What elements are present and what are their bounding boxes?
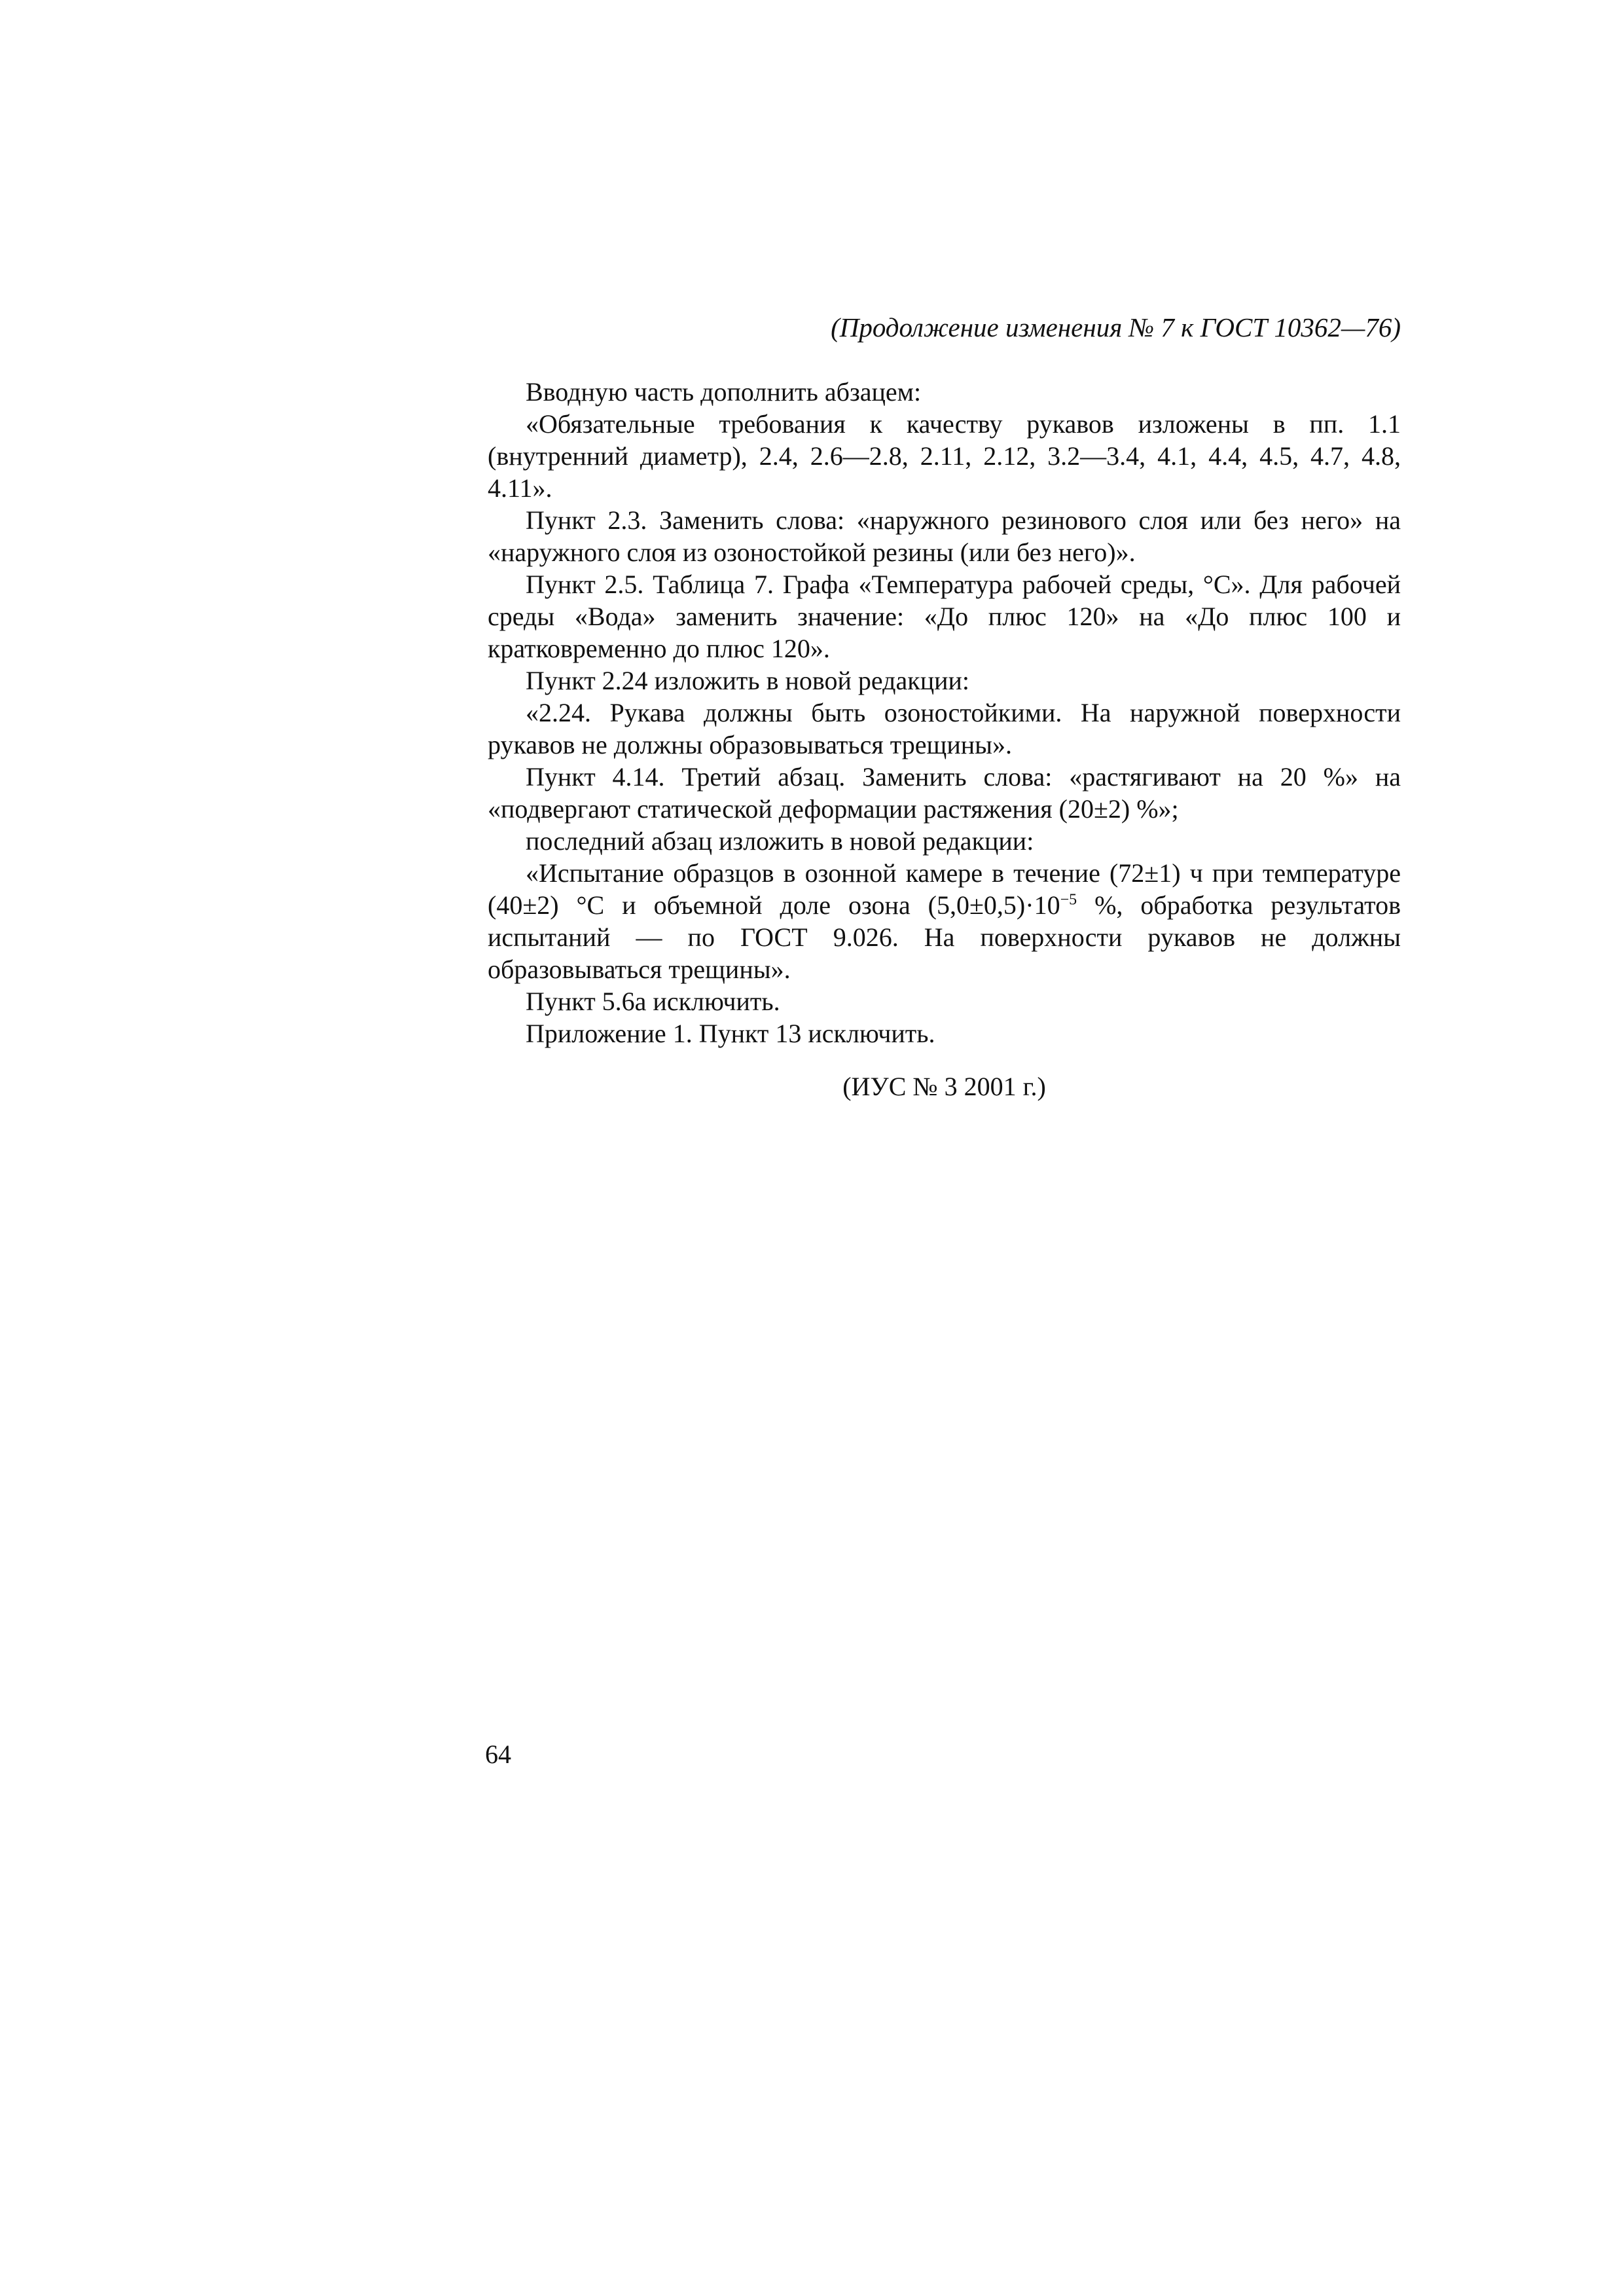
amendment-text: [488, 376, 1401, 1049]
paragraph-mandatory-requirements: «Обязательные требования к качеству рукавов изложены в пп. 1.1 (внутренний диаметр), 2.4, 2.6—2.8, 2.11, 2.12, 3.2—3.4, 4.1, 4.4, 4.5, 4.7, 4.8, 4.11».: [488, 409, 1401, 503]
continuation-header: (Продолжение изменения № 7 к ГОСТ 10362—76): [831, 312, 1401, 342]
paragraph-item-5-6a: Пункт 5.6а исключить.: [526, 987, 780, 1016]
paragraph-item-4-14: Пункт 4.14. Третий абзац. Заменить слова: «растягивают на 20 %» на «подвергают статической деформации растяжения (20±2) %»;: [488, 762, 1401, 824]
paragraph-item-2-3: Пункт 2.3. Заменить слова: «наружного резинового слоя или без него» на «наружного слоя из озоностойкой резины (или без него)».: [488, 505, 1401, 567]
ozone-exponent: −5: [1060, 891, 1077, 909]
ozone-text-before-exponent: «Испытание образцов в озонной камере в течение (72±1) ч при температуре (40±2) °С и объемной доле озона (5,0±0,5)·10: [488, 858, 1401, 920]
paragraph-last-abzac: последний абзац изложить в новой редакции:: [526, 826, 1034, 856]
paragraph-item-2-24: Пункт 2.24 изложить в новой редакции:: [526, 666, 970, 695]
ozone-text-after-exponent: %, обработка результатов испытаний — по ГОСТ 9.026. На поверхности рукавов не должны образовываться трещины».: [488, 890, 1401, 984]
ius-source: (ИУС № 3 2001 г.): [842, 1072, 1046, 1101]
paragraph-appendix-1: Приложение 1. Пункт 13 исключить.: [526, 1019, 935, 1048]
paragraph-item-2-5: Пункт 2.5. Таблица 7. Графа «Температура рабочей среды, °С». Для рабочей среды «Вода» заменить значение: «До плюс 120» на «До плюс 100 и кратковременно до плюс 120».: [488, 570, 1401, 663]
paragraph-item-2-24-text: «2.24. Рукава должны быть озоностойкими. На наружной поверхности рукавов не должны образовываться трещины».: [488, 698, 1401, 759]
page-number: 64: [485, 1740, 511, 1769]
paragraph-ozone-test: [488, 857, 1401, 985]
paragraph-intro-addition: Вводную часть дополнить абзацем:: [526, 377, 922, 407]
